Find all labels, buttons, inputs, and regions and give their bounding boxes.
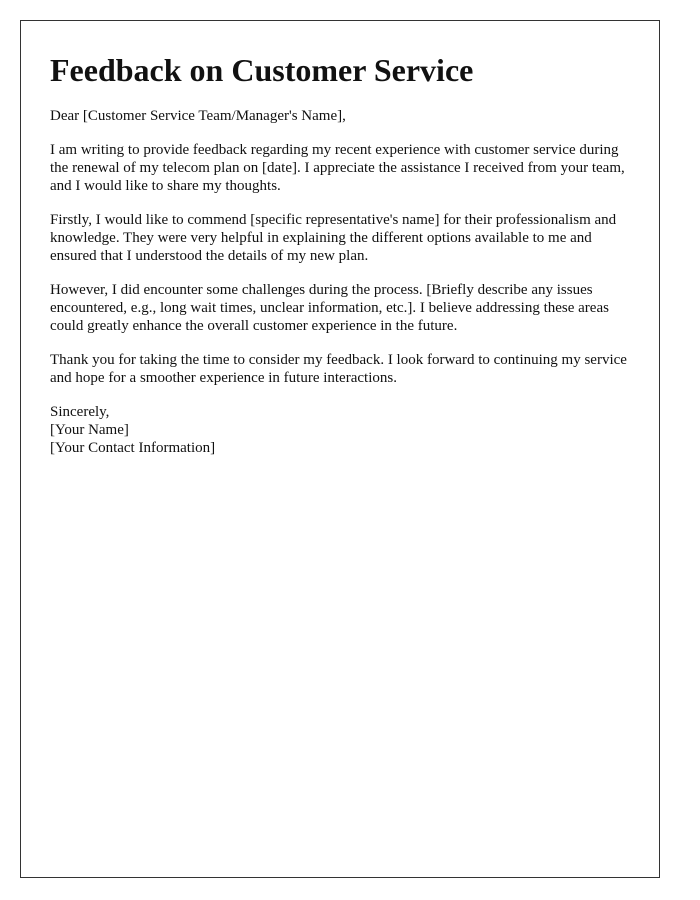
salutation: Dear [Customer Service Team/Manager's Name], bbox=[50, 108, 346, 124]
body-paragraph-3: However, I did encounter some challenges during the process. [Briefly describe any issues encountered, e.g., long wait times, unclear information, etc.]. I believe addressing these areas could greatly enhance the overall customer experience in the future. bbox=[50, 282, 609, 334]
closing-contact: [Your Contact Information] bbox=[50, 440, 216, 456]
body-paragraph-1: I am writing to provide feedback regarding my recent experience with customer service during the renewal of my telecom plan on [date]. I appreciate the assistance I received from your team, and I would like to share my thoughts. bbox=[50, 142, 625, 194]
body-paragraph-4: Thank you for taking the time to consider my feedback. I look forward to continuing my service and hope for a smoother experience in future interactions. bbox=[50, 352, 627, 386]
letter-title: Feedback on Customer Service bbox=[50, 52, 474, 88]
body-paragraph-2: Firstly, I would like to commend [specific representative's name] for their professionalism and knowledge. They were very helpful in explaining the different options available to me and ensured that I understood the details of my new plan. bbox=[50, 212, 617, 264]
closing-name: [Your Name] bbox=[50, 422, 129, 438]
closing-signoff: Sincerely, bbox=[50, 404, 110, 420]
letter-page bbox=[20, 20, 660, 878]
closing-block bbox=[50, 403, 640, 457]
letter-content bbox=[50, 52, 640, 457]
